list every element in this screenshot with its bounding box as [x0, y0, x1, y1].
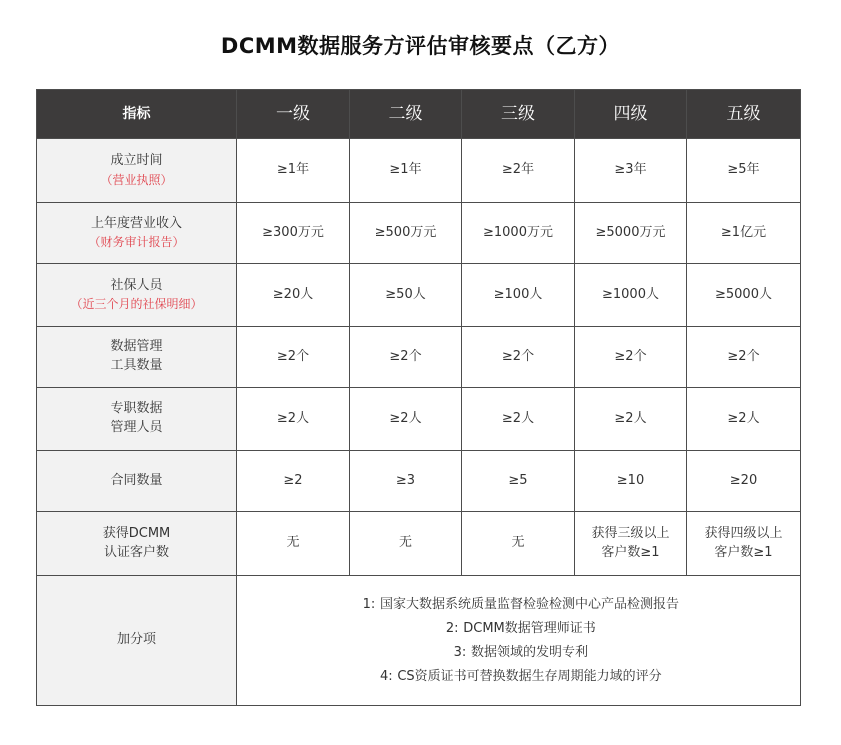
row-label [37, 327, 237, 388]
cell-line-2: 客户数≥1 [601, 544, 660, 560]
cell-level-2: ≥500万元 [350, 203, 462, 264]
row-tools [37, 327, 801, 388]
row-bonus [37, 576, 801, 706]
bonus-item: 4: CS资质证书可替换数据生存周期能力域的评分 [380, 668, 662, 684]
row-label [37, 388, 237, 451]
cell-level-4: ≥3年 [575, 139, 687, 203]
header-level-4: 四级 [575, 90, 687, 139]
cell-level-1: ≥1年 [237, 139, 350, 203]
cell-level-5: ≥20 [687, 451, 801, 512]
cell-level-2: ≥2人 [350, 388, 462, 451]
row-label [37, 203, 237, 264]
bonus-item: 3: 数据领域的发明专利 [453, 644, 588, 660]
bonus-cell [237, 576, 801, 706]
cell-level-1: ≥20人 [237, 264, 350, 327]
bonus-list [237, 593, 800, 689]
cell-level-2: ≥1年 [350, 139, 462, 203]
row-revenue [37, 203, 801, 264]
cell-level-5: ≥2个 [687, 327, 801, 388]
bonus-item: 2: DCMM数据管理师证书 [445, 620, 596, 636]
header-indicator: 指标 [37, 90, 237, 139]
cell-level-4: ≥2个 [575, 327, 687, 388]
cell-level-3: ≥5 [462, 451, 575, 512]
cell-level-4: ≥10 [575, 451, 687, 512]
cell-level-3: ≥2人 [462, 388, 575, 451]
row-certified-clients [37, 512, 801, 576]
cell-level-5: ≥1亿元 [687, 203, 801, 264]
row-label-text: 社保人员 [110, 277, 163, 293]
cell-level-5: ≥2人 [687, 388, 801, 451]
cell-level-4: ≥5000万元 [575, 203, 687, 264]
bonus-item: 1: 国家大数据系统质量监督检验检测中心产品检测报告 [362, 596, 679, 612]
row-label-text: 成立时间 [110, 153, 163, 169]
row-label-note: （近三个月的社保明细） [70, 297, 203, 312]
cell-line-2: 客户数≥1 [714, 544, 773, 560]
row-contracts [37, 451, 801, 512]
cell-level-3: ≥100人 [462, 264, 575, 327]
row-label-line-1: 获得DCMM [102, 525, 171, 541]
cell-level-1: ≥2人 [237, 388, 350, 451]
row-establishment [37, 139, 801, 203]
row-staff [37, 388, 801, 451]
cell-level-2: 无 [350, 512, 462, 576]
cell-level-2: ≥2个 [350, 327, 462, 388]
cell-level-2: ≥3 [350, 451, 462, 512]
header-row [37, 90, 801, 139]
row-label-line-1: 专职数据 [110, 401, 163, 417]
cell-level-4 [575, 512, 687, 576]
cell-level-3: 无 [462, 512, 575, 576]
page-title: DCMM数据服务方评估审核要点（乙方） [220, 34, 621, 58]
cell-level-4: ≥2人 [575, 388, 687, 451]
row-label [37, 264, 237, 327]
header-level-2: 二级 [350, 90, 462, 139]
criteria-table [36, 89, 801, 706]
row-social-insurance [37, 264, 801, 327]
row-label: 合同数量 [37, 451, 237, 512]
row-label [37, 512, 237, 576]
row-label-line-2: 工具数量 [110, 358, 163, 373]
cell-level-3: ≥1000万元 [462, 203, 575, 264]
cell-level-1: ≥2个 [237, 327, 350, 388]
row-label-line-2: 管理人员 [110, 420, 163, 435]
header-level-5: 五级 [687, 90, 801, 139]
row-label-line-2: 认证客户数 [103, 544, 169, 560]
cell-level-1: ≥2 [237, 451, 350, 512]
cell-level-4: ≥1000人 [575, 264, 687, 327]
cell-level-5 [687, 512, 801, 576]
header-level-1: 一级 [237, 90, 350, 139]
bonus-label: 加分项 [37, 576, 237, 706]
cell-level-3: ≥2个 [462, 327, 575, 388]
cell-level-2: ≥50人 [350, 264, 462, 327]
row-label-note: （营业执照） [100, 172, 173, 187]
cell-line-1: 获得三级以上 [591, 525, 670, 541]
row-label-text: 上年度营业收入 [90, 215, 182, 231]
cell-level-1: 无 [237, 512, 350, 576]
cell-line-1: 获得四级以上 [704, 525, 783, 541]
row-label [37, 139, 237, 203]
cell-level-1: ≥300万元 [237, 203, 350, 264]
header-level-3: 三级 [462, 90, 575, 139]
cell-level-5: ≥5年 [687, 139, 801, 203]
cell-level-3: ≥2年 [462, 139, 575, 203]
cell-level-5: ≥5000人 [687, 264, 801, 327]
row-label-line-1: 数据管理 [110, 339, 163, 355]
row-label-note: （财务审计报告） [88, 235, 185, 250]
